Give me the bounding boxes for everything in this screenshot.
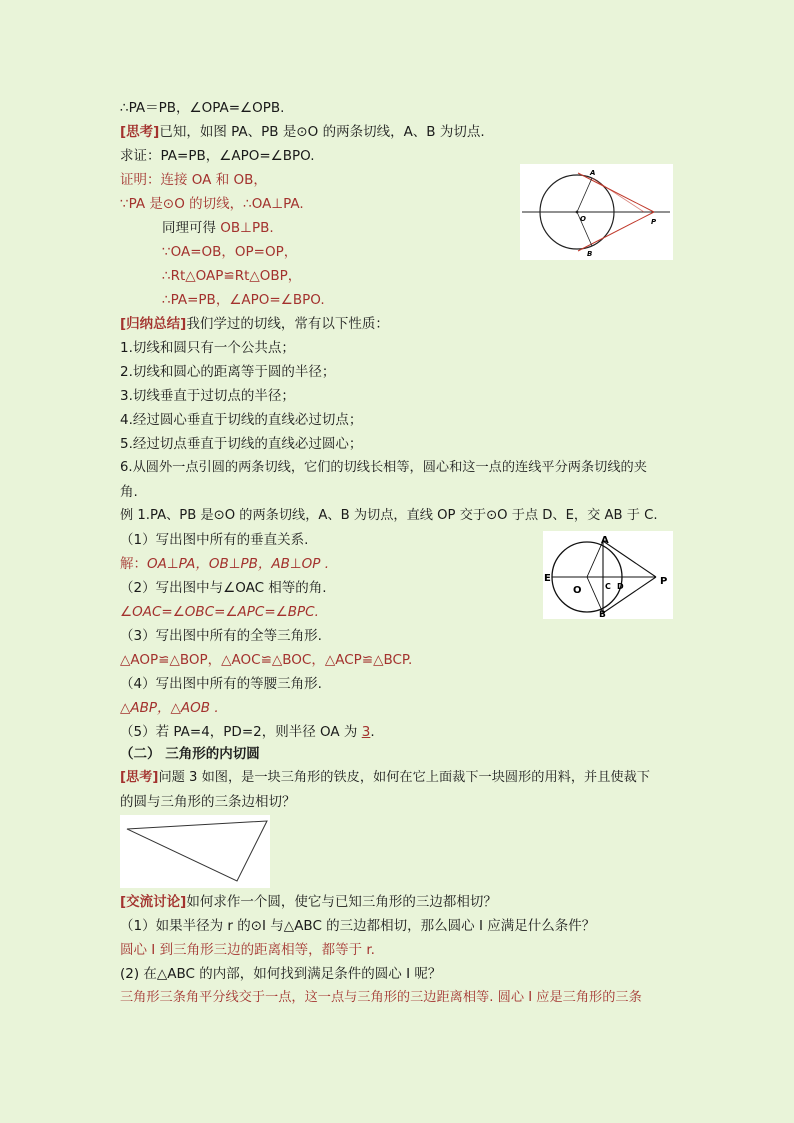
list-item: 4.经过圆心垂直于切线的直线必过切点； [120,412,363,428]
text-line: [思考]已知，如图 PA、PB 是⊙O 的两条切线，A、B 为切点. [120,124,485,140]
list-item: 6.从圆外一点引圆的两条切线，它们的切线长相等，圆心和这一点的连线平分两条切线的夹 [120,460,647,475]
label-O: O [580,215,586,223]
text-line: [思考]问题 3 如图，是一块三角形的铁皮，如何在它上面裁下一块圆形的用料，并且使裁下 [120,770,650,785]
question-line: （3）写出图中所有的全等三角形. [120,628,322,644]
question-line: （4）写出图中所有的等腰三角形. [120,676,322,692]
label-B: B [599,610,606,619]
section-heading: （二） 三角形的内切圆 [120,746,260,762]
question-line: （1）写出图中所有的垂直关系. [120,532,309,548]
label-O: O [573,585,582,596]
think-tag: [思考] [120,770,159,785]
summary-tag: [归纳总结] [120,316,187,332]
list-item: 3.切线垂直于过切点的半径； [120,388,295,404]
list-item: 1.切线和圆只有一个公共点； [120,340,295,356]
question-line: （5）若 PA=4，PD=2，则半径 OA 为 3. [120,724,375,740]
list-item: 5.经过切点垂直于切线的直线必过圆心； [120,436,363,452]
text-line: 角. [120,484,138,500]
text-line: ∴PA＝PB，∠OPA=∠OPB. [120,100,285,116]
label-B: B [587,250,593,258]
question-line: （2）写出图中与∠OAC 相等的角. [120,580,327,596]
question-line: （1）如果半径为 r 的⊙I 与△ABC 的三边都相切，那么圆心 I 应满足什么条件？ [120,918,596,934]
text-line: [交流讨论]如何求作一个圆，使它与已知三角形的三边都相切？ [120,894,497,910]
tangent-figure [520,164,673,260]
answer-line: 圆心 I 到三角形三边的距离相等，都等于 r. [120,942,375,958]
text-line: 求证：PA=PB，∠APO=∠BPO. [120,148,315,164]
proof-line: 同理可得 OB⊥PB. [162,220,274,236]
label-P: P [660,576,668,587]
label-D: D [617,582,624,591]
answer-line: △ABP，△AOB . [120,700,219,716]
answer-line: △AOP≌△BOP，△AOC≌△BOC，△ACP≌△BCP. [120,652,413,668]
label-E: E [544,573,551,584]
example-title: 例 1.PA、PB 是⊙O 的两条切线，A、B 为切点，直线 OP 交于⊙O 于点 D、E，交 AB 于 C. [120,508,658,523]
example-figure [543,531,673,619]
label-A: A [601,535,609,546]
triangle-figure [120,815,270,888]
proof-line: ∵OA=OB，OP=OP， [162,244,298,260]
text-line: [归纳总结]我们学过的切线，常有以下性质： [120,316,389,332]
answer-line: ∠OAC=∠OBC=∠APC=∠BPC. [120,604,319,620]
text-line: 的圆与三角形的三条边相切？ [120,794,296,810]
answer-line: 三角形三条角平分线交于一点，这一点与三角形的三边距离相等. 圆心 I 应是三角形的三条 [120,990,642,1005]
proof-line: 证明：连接 OA 和 OB， [120,172,267,188]
label-C: C [605,582,611,591]
answer-line: 解：OA⊥PA，OB⊥PB，AB⊥OP . [120,556,329,572]
list-item: 2.切线和圆心的距离等于圆的半径； [120,364,336,380]
label-P: P [651,218,657,226]
label-A: A [590,169,596,177]
discussion-tag: [交流讨论] [120,894,187,910]
think-tag: [思考] [120,124,160,140]
proof-line: ∴PA=PB，∠APO=∠BPO. [162,292,325,308]
proof-line: ∴Rt△OAP≌Rt△OBP， [162,268,302,284]
proof-line: ∵PA 是⊙O 的切线，∴OA⊥PA. [120,196,304,212]
question-line: (2) 在△ABC 的内部，如何找到满足条件的圆心 I 呢？ [120,966,442,982]
